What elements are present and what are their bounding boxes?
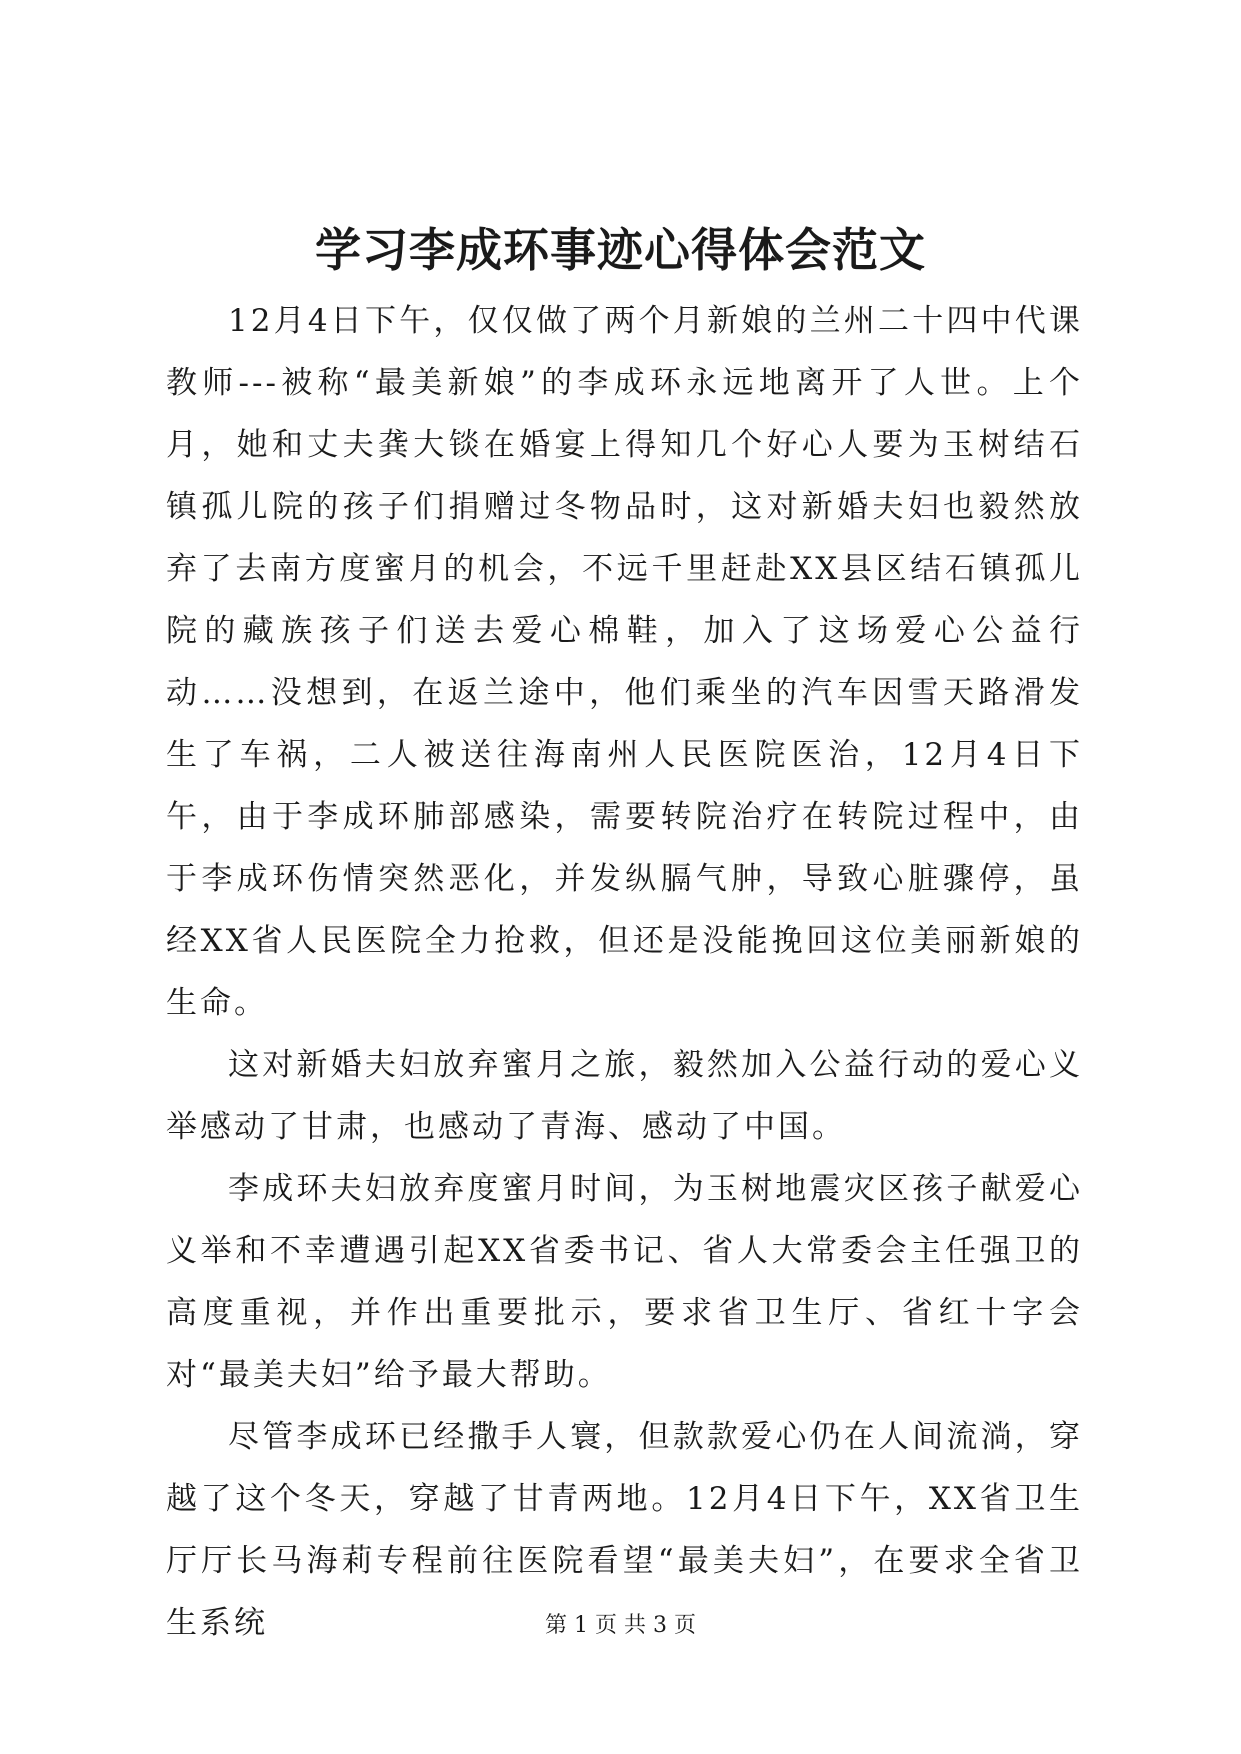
document-title: 学习李成环事迹心得体会范文 bbox=[315, 223, 926, 277]
page-number-footer: 第 1 页 共 3 页 bbox=[545, 1613, 696, 1638]
paragraph-1: 12月4日下午，仅仅做了两个月新娘的兰州二十四中代课教师---被称“最美新娘”的李成环永远地离开了人世。上个月，她和丈夫龚大锬在婚宴上得知几个好心人要为玉树结石镇孤儿院的孩子们捐赠过冬物品时，这对新婚夫妇也毅然放弃了去南方度蜜月的机会，不远千里赶赴XX县区结石镇孤儿院的藏族孩子们送去爱心棉鞋，加入了这场爱心公益行动……没想到，在返兰途中，他们乘坐的汽车因雪天路滑发生了车祸，二人被送往海南州人民医院医治，12月4日下午，由于李成环肺部感染，需要转院治疗在转院过程中，由于李成环伤情突然恶化，并发纵膈气肿，导致心脏骤停，虽经XX省人民医院全力抢救，但还是没能挽回这位美丽新娘的生命。 bbox=[166, 303, 1083, 1021]
paragraph-4: 尽管李成环已经撒手人寰，但款款爱心仍在人间流淌，穿越了这个冬天，穿越了甘青两地。12月4日下午，XX省卫生厅厅长马海莉专程前往医院看望“最美夫妇”，在要求全省卫生系统 bbox=[166, 1419, 1083, 1641]
paragraph-2: 这对新婚夫妇放弃蜜月之旅，毅然加入公益行动的爱心义举感动了甘肃，也感动了青海、感动了中国。 bbox=[166, 1047, 1083, 1145]
paragraph-3: 李成环夫妇放弃度蜜月时间，为玉树地震灾区孩子献爱心义举和不幸遭遇引起XX省委书记、省人大常委会主任强卫的高度重视，并作出重要批示，要求省卫生厅、省红十字会对“最美夫妇”给予最大帮助。 bbox=[166, 1171, 1083, 1393]
document-body bbox=[166, 290, 1083, 1654]
